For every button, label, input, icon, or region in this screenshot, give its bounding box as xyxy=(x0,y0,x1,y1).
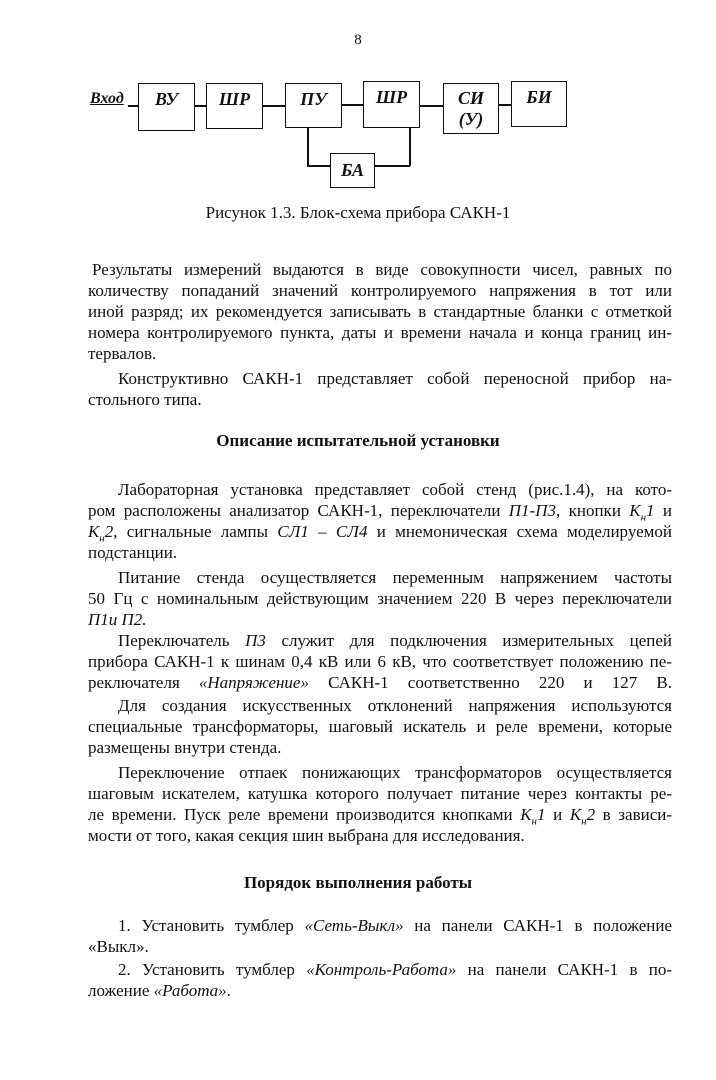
text-line xyxy=(88,717,672,737)
wire xyxy=(307,128,309,166)
text-line xyxy=(88,344,156,364)
italic-text: «Напряжение» xyxy=(198,673,309,692)
text-segment: ром расположены анализатор САКН-1, переключатели xyxy=(88,501,509,520)
block-shr-1: ШР xyxy=(206,83,263,129)
text-segment: и мнемоническая схема моделируемой xyxy=(367,522,672,541)
block-vu: ВУ xyxy=(138,83,195,131)
text-line xyxy=(88,673,672,693)
text-line xyxy=(88,610,147,630)
text-segment: Для создания искусственных отклонений напряжения используются xyxy=(118,696,672,715)
text-segment: на панели САКН-1 в положение xyxy=(403,916,673,935)
text-line xyxy=(88,589,672,609)
text-segment: служит для подключения измерительных цепей xyxy=(265,631,673,650)
italic-text: «Контроль-Работа» xyxy=(306,960,457,979)
italic-text: П3 xyxy=(245,631,266,650)
section-heading: Порядок выполнения работы xyxy=(243,873,473,892)
text-segment: подстанции. xyxy=(88,543,178,562)
italic-text: 2 xyxy=(104,522,114,541)
text-line xyxy=(88,738,281,758)
text-segment: Лабораторная установка представляет собой стенд (рис.1.4), на кото- xyxy=(118,480,672,499)
text-segment: количеству попаданий значений контролируемого напряжения в тот или xyxy=(88,281,672,300)
text-segment: и xyxy=(545,805,570,824)
text-segment: Результаты измерений выдаются в виде совокупности чисел, равных по xyxy=(92,260,672,279)
text-segment: стольного типа. xyxy=(88,390,202,409)
italic-text: «Сеть-Выкл» xyxy=(304,916,404,935)
italic-text: К xyxy=(520,805,532,824)
text-line xyxy=(88,281,672,301)
text-line xyxy=(88,937,149,957)
text-segment: шаговым искателем, катушка которого получает питание через контакты ре- xyxy=(88,784,672,803)
text-segment: Питание стенда осуществляется переменным напряжением частоты xyxy=(118,568,672,587)
italic-text: «Работа» xyxy=(153,981,227,1000)
wire xyxy=(499,104,511,106)
italic-text: 1 xyxy=(537,805,546,824)
block-bi: БИ xyxy=(511,81,567,127)
wire xyxy=(375,165,410,167)
text-segment: Переключатель xyxy=(118,631,246,650)
wire xyxy=(342,104,363,106)
text-segment: 2. Установить тумблер xyxy=(118,960,307,979)
text-segment: иной разряд; их рекомендуется записывать в стандартные бланки с отметкой xyxy=(88,302,672,321)
text-segment: размещены внутри стенда. xyxy=(88,738,282,757)
text-line xyxy=(118,631,672,651)
block-si xyxy=(443,83,499,134)
text-segment: ле времени. Пуск реле времени производится кнопками xyxy=(88,805,521,824)
italic-text: СЛ1 – СЛ4 xyxy=(277,522,368,541)
text-line xyxy=(118,480,672,500)
block-pu: ПУ xyxy=(285,83,342,128)
text-line xyxy=(118,763,672,783)
wire xyxy=(420,105,443,107)
text-segment: ложение xyxy=(88,981,154,1000)
text-line xyxy=(88,826,525,846)
text-segment: тервалов. xyxy=(88,344,157,363)
wire xyxy=(307,165,330,167)
text-segment: специальные трансформаторы, шаговый искатель и реле времени, которые xyxy=(88,717,672,736)
text-segment: в зависи- xyxy=(595,805,672,824)
italic-text: К xyxy=(88,522,100,541)
wire xyxy=(128,105,138,107)
block-ba: БА xyxy=(330,153,375,188)
text-segment: Конструктивно САКН-1 представляет собой переносной прибор на- xyxy=(118,369,672,388)
text-line xyxy=(118,960,672,980)
text-segment: «Выкл». xyxy=(88,937,149,956)
wire xyxy=(263,105,285,107)
text-line xyxy=(88,302,672,322)
block-shr-2: ШР xyxy=(363,81,420,128)
italic-text: К xyxy=(569,805,582,824)
italic-text: н xyxy=(640,511,647,524)
text-segment: 1. Установить тумблер xyxy=(118,916,305,935)
wire xyxy=(195,105,206,107)
text-segment: прибора САКН-1 к шинам 0,4 кВ или 6 кВ, что соответствует положению пе- xyxy=(88,652,672,671)
figure-caption: Рисунок 1.3. Блок-схема прибора САКН-1 xyxy=(205,203,511,222)
italic-text: н xyxy=(531,815,537,828)
text-line xyxy=(118,568,672,588)
page-number: 8 xyxy=(354,32,362,48)
text-line xyxy=(88,784,672,804)
text-segment: мости от того, какая секция шин выбрана для исследования. xyxy=(88,826,525,845)
text-segment: , кнопки xyxy=(556,501,630,520)
input-label: Вход xyxy=(90,90,124,107)
text-segment: на панели САКН-1 в по- xyxy=(456,960,673,979)
text-line xyxy=(88,652,672,672)
text-segment: САКН-1 соответственно 220 и 127 В. xyxy=(308,673,672,692)
italic-text: К xyxy=(629,501,641,520)
italic-text: 1 xyxy=(646,501,655,520)
text-line xyxy=(88,390,202,410)
text-line xyxy=(118,916,672,936)
italic-text: П1-П3 xyxy=(508,501,556,520)
text-line xyxy=(88,543,177,563)
text-segment: номера контролируемого пункта, даты и времени начала и конца границ ин- xyxy=(88,323,672,342)
section-heading: Описание испытательной установки xyxy=(216,431,500,450)
text-line xyxy=(118,369,672,389)
wire xyxy=(409,128,411,166)
text-segment: , сигнальные лампы xyxy=(113,522,278,541)
text-line xyxy=(92,260,672,280)
text-segment: Переключение отпаек понижающих трансформаторов осуществляется xyxy=(118,763,672,782)
text-segment: и xyxy=(654,501,673,520)
text-segment: 50 Гц с номинальным действующим значением 220 В через переключатели xyxy=(88,589,672,608)
text-segment: реключателя xyxy=(88,673,199,692)
text-line xyxy=(88,981,231,1001)
italic-text: н xyxy=(581,815,587,828)
text-line xyxy=(118,696,672,716)
italic-text: 2 xyxy=(586,805,596,824)
text-line xyxy=(88,323,672,343)
italic-text: П1и П2. xyxy=(88,610,147,629)
block-si-label: СИ xyxy=(457,88,484,108)
text-segment: . xyxy=(226,981,231,1000)
block-si-sublabel: (У) xyxy=(458,109,484,129)
italic-text: н xyxy=(99,532,105,545)
